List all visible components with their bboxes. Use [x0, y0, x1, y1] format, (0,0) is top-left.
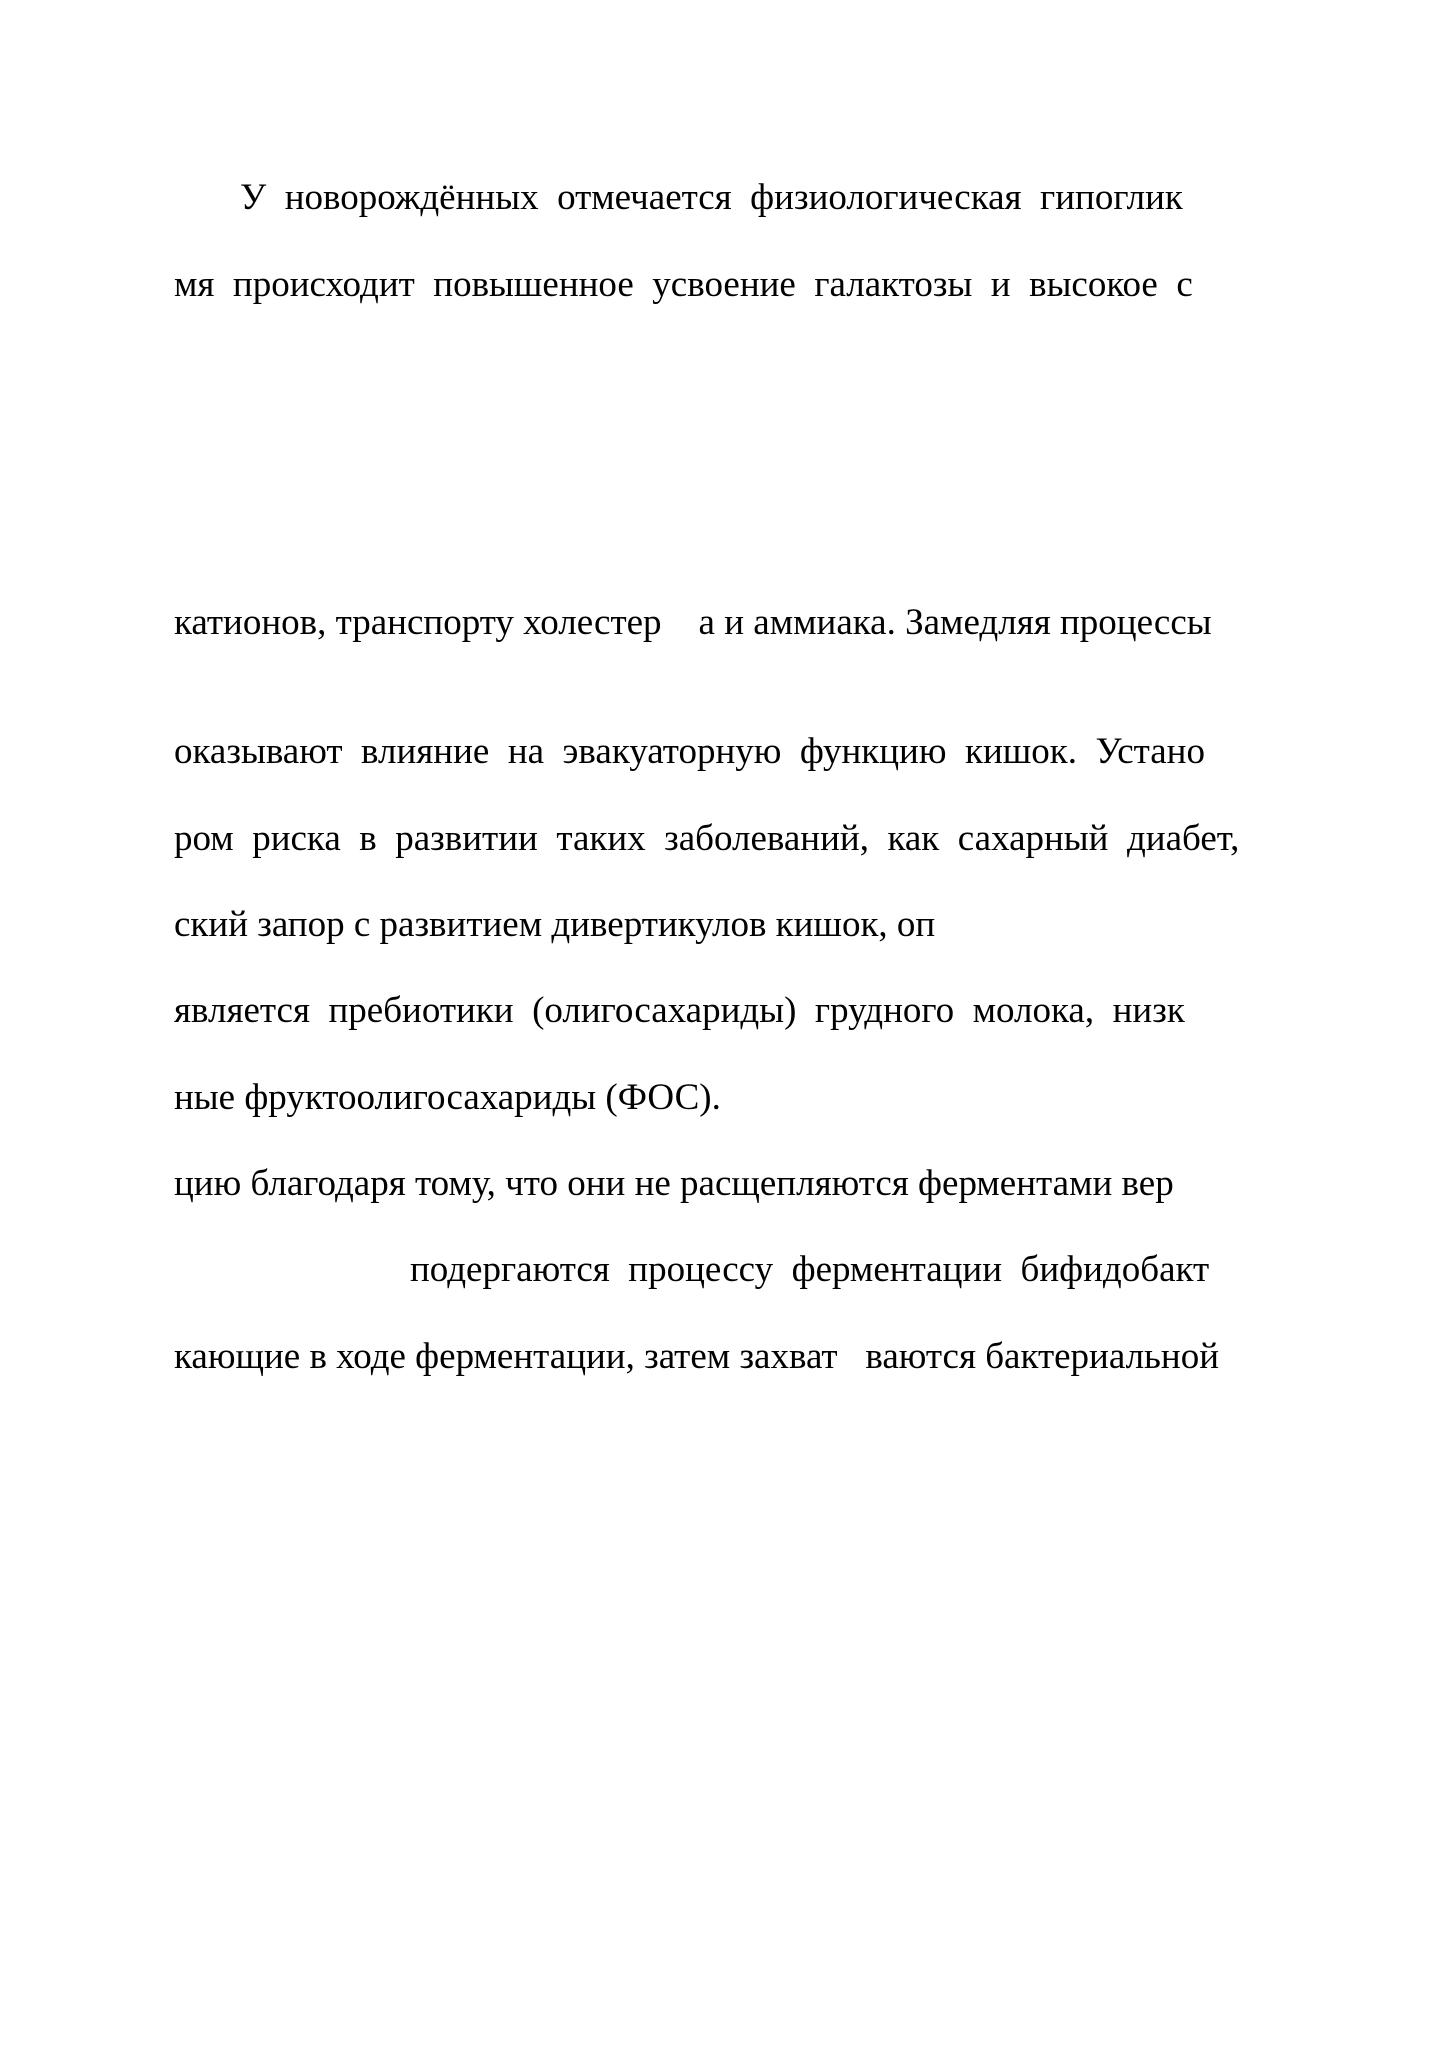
text-line-6: ский запор с развитием дивертикулов кишок, оп — [174, 904, 936, 945]
text-line-3: катионов, транспорту холестер а и аммиака. Замедляя процессы — [174, 602, 1212, 643]
text-line-9: цию благодаря тому, что они не расщепляются ферментами вер — [174, 1163, 1174, 1204]
text-line-2: мя происходит повышенное усвоение галактозы и высокое с — [174, 264, 1193, 305]
text-line-8: ные фруктоолигосахариды (ФОС). — [174, 1077, 721, 1118]
text-line-4: оказывают влияние на эвакуаторную функцию кишок. Устано — [174, 731, 1205, 772]
text-line-1: У новорождённых отмечается физиологическая гипоглик — [240, 177, 1183, 218]
text-line-5: ром риска в развитии таких заболеваний, как сахарный диабет, — [174, 818, 1240, 859]
text-line-7: является пребиотики (олигосахариды) грудного молока, низк — [174, 990, 1185, 1031]
text-line-10: подергаются процессу ферментации бифидобакт — [410, 1249, 1210, 1290]
text-line-11: кающие в ходе ферментации, затем захват ваются бактериальной — [174, 1336, 1220, 1377]
